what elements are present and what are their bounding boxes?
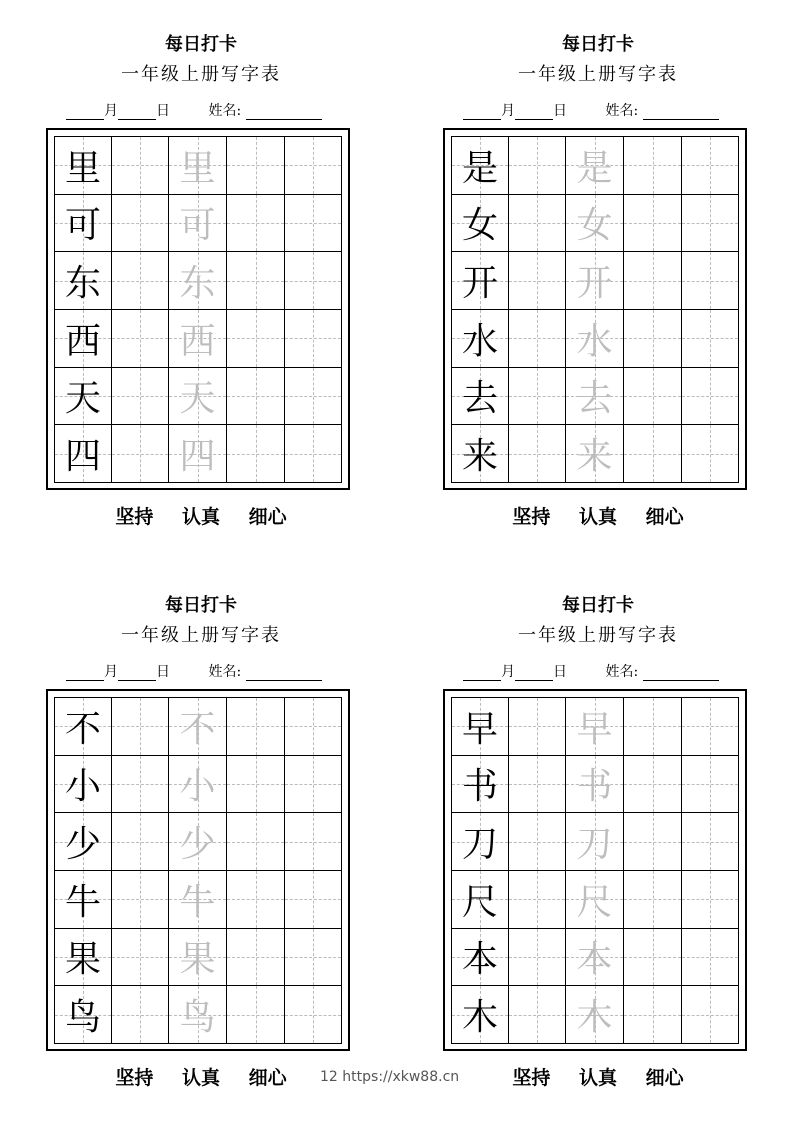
grid-cell[interactable]	[509, 698, 566, 756]
grid-cell[interactable]	[55, 986, 112, 1044]
grid-cell[interactable]	[112, 137, 169, 195]
grid-cell[interactable]	[682, 871, 739, 929]
grid-cell[interactable]	[169, 698, 227, 756]
page-footer	[320, 1069, 459, 1085]
grid-cell[interactable]	[227, 698, 285, 756]
model-character: 不	[64, 708, 101, 750]
practice-sheet-panel	[443, 591, 753, 1111]
grid-cell[interactable]	[112, 310, 169, 368]
grid-cell[interactable]	[285, 137, 342, 195]
grid-cell[interactable]	[169, 368, 227, 426]
model-character: 木	[461, 997, 498, 1039]
grid-cell[interactable]	[169, 137, 227, 195]
grid-cell[interactable]	[112, 252, 169, 310]
grid-cell[interactable]	[624, 425, 682, 483]
panel-title: 每日打卡	[165, 595, 237, 616]
trace-character: 书	[576, 766, 613, 808]
name-label: 姓名:	[208, 664, 242, 680]
panel-title: 每日打卡	[562, 595, 634, 616]
grid-cell[interactable]	[452, 929, 509, 987]
trace-character: 果	[179, 939, 216, 981]
grid-cell[interactable]	[112, 425, 169, 483]
grid-cell[interactable]	[55, 368, 112, 426]
grid-cell[interactable]	[509, 929, 566, 987]
model-character: 尺	[461, 881, 498, 923]
grid-cell[interactable]	[566, 310, 624, 368]
grid-cell[interactable]	[682, 368, 739, 426]
grid-cell[interactable]	[227, 137, 285, 195]
grid-cell[interactable]	[624, 195, 682, 253]
grid-cell[interactable]	[509, 813, 566, 871]
grid-cell[interactable]	[566, 698, 624, 756]
trace-character: 天	[179, 378, 216, 420]
grid-cell[interactable]	[55, 310, 112, 368]
trace-character: 女	[576, 205, 613, 247]
grid-cell[interactable]	[169, 195, 227, 253]
grid-cell[interactable]	[452, 698, 509, 756]
month-label: 月	[501, 664, 515, 680]
trace-character: 开	[576, 263, 613, 305]
grid-cell[interactable]	[509, 137, 566, 195]
grid-cell[interactable]	[285, 756, 342, 814]
grid-cell[interactable]	[452, 252, 509, 310]
day-blank[interactable]	[515, 105, 553, 120]
model-character: 西	[64, 320, 101, 362]
grid-cell[interactable]	[624, 813, 682, 871]
grid-cell[interactable]	[509, 252, 566, 310]
model-character: 可	[64, 205, 101, 247]
model-character: 是	[461, 147, 498, 189]
writing-grid-frame	[443, 128, 747, 490]
grid-cell[interactable]	[624, 871, 682, 929]
grid-cell[interactable]	[566, 813, 624, 871]
writing-grid-frame	[46, 689, 350, 1051]
grid-cell[interactable]	[682, 698, 739, 756]
grid-cell[interactable]	[452, 425, 509, 483]
panel-title: 每日打卡	[165, 34, 237, 55]
trace-character: 西	[179, 320, 216, 362]
grid-cell[interactable]	[285, 813, 342, 871]
grid-cell[interactable]	[452, 368, 509, 426]
grid-cell[interactable]	[509, 310, 566, 368]
grid-cell[interactable]	[624, 698, 682, 756]
panel-motto: 坚持 认真 细心	[512, 506, 684, 528]
panel-title: 每日打卡	[562, 34, 634, 55]
grid-cell[interactable]	[285, 368, 342, 426]
trace-character: 少	[179, 824, 216, 866]
grid-cell[interactable]	[566, 252, 624, 310]
day-blank[interactable]	[118, 105, 156, 120]
grid-cell[interactable]	[566, 368, 624, 426]
practice-sheet-panel	[46, 30, 356, 550]
grid-cell[interactable]	[169, 813, 227, 871]
month-label: 月	[501, 103, 515, 119]
model-character: 水	[461, 320, 498, 362]
grid-cell[interactable]	[509, 871, 566, 929]
model-character: 书	[461, 766, 498, 808]
grid-cell[interactable]	[285, 986, 342, 1044]
name-blank[interactable]	[246, 666, 322, 681]
grid-cell[interactable]	[566, 871, 624, 929]
grid-cell[interactable]	[566, 986, 624, 1044]
month-blank[interactable]	[463, 105, 501, 120]
date-name-line	[66, 100, 322, 120]
trace-character: 是	[576, 147, 613, 189]
grid-cell[interactable]	[624, 756, 682, 814]
trace-character: 木	[576, 997, 613, 1039]
model-character: 东	[64, 263, 101, 305]
grid-cell[interactable]	[624, 368, 682, 426]
day-blank[interactable]	[118, 666, 156, 681]
grid-cell[interactable]	[566, 425, 624, 483]
model-character: 开	[461, 263, 498, 305]
grid-cell[interactable]	[682, 986, 739, 1044]
date-name-line	[463, 100, 719, 120]
panel-subtitle: 一年级上册写字表	[121, 64, 281, 85]
grid-cell[interactable]	[509, 756, 566, 814]
grid-cell[interactable]	[227, 986, 285, 1044]
grid-cell[interactable]	[509, 368, 566, 426]
trace-character: 东	[179, 263, 216, 305]
grid-cell[interactable]	[682, 310, 739, 368]
grid-cell[interactable]	[682, 425, 739, 483]
grid-cell[interactable]	[55, 813, 112, 871]
grid-cell[interactable]	[169, 756, 227, 814]
grid-cell[interactable]	[682, 137, 739, 195]
grid-cell[interactable]	[452, 756, 509, 814]
writing-grid	[54, 697, 342, 1044]
grid-cell[interactable]	[285, 195, 342, 253]
grid-cell[interactable]	[55, 252, 112, 310]
practice-sheet-panel	[46, 591, 356, 1111]
model-character: 去	[461, 378, 498, 420]
grid-cell[interactable]	[682, 756, 739, 814]
model-character: 本	[461, 939, 498, 981]
trace-character: 早	[576, 708, 613, 750]
grid-cell[interactable]	[452, 137, 509, 195]
trace-character: 来	[576, 436, 613, 478]
month-blank[interactable]	[66, 105, 104, 120]
grid-cell[interactable]	[566, 929, 624, 987]
month-label: 月	[104, 103, 118, 119]
panel-subtitle: 一年级上册写字表	[518, 625, 678, 646]
watermark-url: https://xkw88.cn	[342, 1069, 460, 1085]
trace-character: 刀	[576, 824, 613, 866]
model-character: 里	[64, 147, 101, 189]
panel-subtitle: 一年级上册写字表	[121, 625, 281, 646]
day-label: 日	[156, 103, 170, 119]
date-name-line	[463, 661, 719, 681]
grid-cell[interactable]	[169, 986, 227, 1044]
month-label: 月	[104, 664, 118, 680]
grid-cell[interactable]	[227, 368, 285, 426]
grid-cell[interactable]	[112, 929, 169, 987]
trace-character: 四	[179, 436, 216, 478]
grid-cell[interactable]	[285, 698, 342, 756]
grid-cell[interactable]	[624, 310, 682, 368]
grid-cell[interactable]	[682, 813, 739, 871]
panel-subtitle: 一年级上册写字表	[518, 64, 678, 85]
panel-motto: 坚持 认真 细心	[512, 1067, 684, 1089]
grid-cell[interactable]	[169, 425, 227, 483]
model-character: 刀	[461, 824, 498, 866]
trace-character: 不	[179, 708, 216, 750]
grid-cell[interactable]	[566, 137, 624, 195]
writing-grid-frame	[46, 128, 350, 490]
grid-cell[interactable]	[55, 195, 112, 253]
trace-character: 尺	[576, 881, 613, 923]
grid-cell[interactable]	[55, 425, 112, 483]
writing-grid-frame	[443, 689, 747, 1051]
grid-cell[interactable]	[509, 195, 566, 253]
grid-cell[interactable]	[285, 252, 342, 310]
name-label: 姓名:	[605, 103, 639, 119]
grid-cell[interactable]	[112, 871, 169, 929]
grid-cell[interactable]	[566, 195, 624, 253]
grid-cell[interactable]	[624, 252, 682, 310]
grid-cell[interactable]	[285, 425, 342, 483]
name-blank[interactable]	[643, 105, 719, 120]
grid-cell[interactable]	[55, 871, 112, 929]
grid-cell[interactable]	[112, 986, 169, 1044]
grid-cell[interactable]	[227, 425, 285, 483]
grid-cell[interactable]	[227, 813, 285, 871]
grid-cell[interactable]	[452, 195, 509, 253]
day-blank[interactable]	[515, 666, 553, 681]
day-label: 日	[553, 103, 567, 119]
grid-cell[interactable]	[169, 310, 227, 368]
grid-cell[interactable]	[112, 195, 169, 253]
model-character: 来	[461, 436, 498, 478]
grid-cell[interactable]	[227, 252, 285, 310]
grid-cell[interactable]	[682, 929, 739, 987]
grid-cell[interactable]	[452, 813, 509, 871]
panel-motto: 坚持 认真 细心	[115, 1067, 287, 1089]
grid-cell[interactable]	[452, 986, 509, 1044]
trace-character: 牛	[179, 881, 216, 923]
grid-cell[interactable]	[452, 871, 509, 929]
date-name-line	[66, 661, 322, 681]
model-character: 早	[461, 708, 498, 750]
grid-cell[interactable]	[227, 195, 285, 253]
model-character: 小	[64, 766, 101, 808]
grid-cell[interactable]	[509, 425, 566, 483]
trace-character: 可	[179, 205, 216, 247]
trace-character: 小	[179, 766, 216, 808]
trace-character: 本	[576, 939, 613, 981]
model-character: 四	[64, 436, 101, 478]
month-blank[interactable]	[463, 666, 501, 681]
trace-character: 去	[576, 378, 613, 420]
day-label: 日	[553, 664, 567, 680]
writing-grid	[451, 697, 739, 1044]
grid-cell[interactable]	[285, 929, 342, 987]
model-character: 天	[64, 378, 101, 420]
grid-cell[interactable]	[55, 929, 112, 987]
grid-cell[interactable]	[169, 252, 227, 310]
grid-cell[interactable]	[227, 756, 285, 814]
model-character: 果	[64, 939, 101, 981]
grid-cell[interactable]	[285, 310, 342, 368]
model-character: 少	[64, 824, 101, 866]
grid-cell[interactable]	[682, 195, 739, 253]
grid-cell[interactable]	[169, 929, 227, 987]
grid-cell[interactable]	[566, 756, 624, 814]
panel-motto: 坚持 认真 细心	[115, 506, 287, 528]
grid-cell[interactable]	[227, 871, 285, 929]
grid-cell[interactable]	[509, 986, 566, 1044]
trace-character: 鸟	[179, 997, 216, 1039]
grid-cell[interactable]	[112, 813, 169, 871]
month-blank[interactable]	[66, 666, 104, 681]
grid-cell[interactable]	[682, 252, 739, 310]
grid-cell[interactable]	[624, 137, 682, 195]
grid-cell[interactable]	[452, 310, 509, 368]
grid-cell[interactable]	[624, 929, 682, 987]
grid-cell[interactable]	[169, 871, 227, 929]
grid-cell[interactable]	[624, 986, 682, 1044]
writing-grid	[54, 136, 342, 483]
name-label: 姓名:	[605, 664, 639, 680]
writing-grid	[451, 136, 739, 483]
grid-cell[interactable]	[285, 871, 342, 929]
grid-cell[interactable]	[55, 698, 112, 756]
grid-cell[interactable]	[55, 137, 112, 195]
grid-cell[interactable]	[112, 698, 169, 756]
model-character: 女	[461, 205, 498, 247]
grid-cell[interactable]	[227, 310, 285, 368]
model-character: 鸟	[64, 997, 101, 1039]
name-blank[interactable]	[643, 666, 719, 681]
model-character: 牛	[64, 881, 101, 923]
name-blank[interactable]	[246, 105, 322, 120]
grid-cell[interactable]	[55, 756, 112, 814]
name-label: 姓名:	[208, 103, 242, 119]
page-number: 12	[320, 1069, 338, 1085]
grid-cell[interactable]	[227, 929, 285, 987]
grid-cell[interactable]	[112, 368, 169, 426]
day-label: 日	[156, 664, 170, 680]
trace-character: 里	[179, 147, 216, 189]
trace-character: 水	[576, 320, 613, 362]
practice-sheet-panel	[443, 30, 753, 550]
grid-cell[interactable]	[112, 756, 169, 814]
